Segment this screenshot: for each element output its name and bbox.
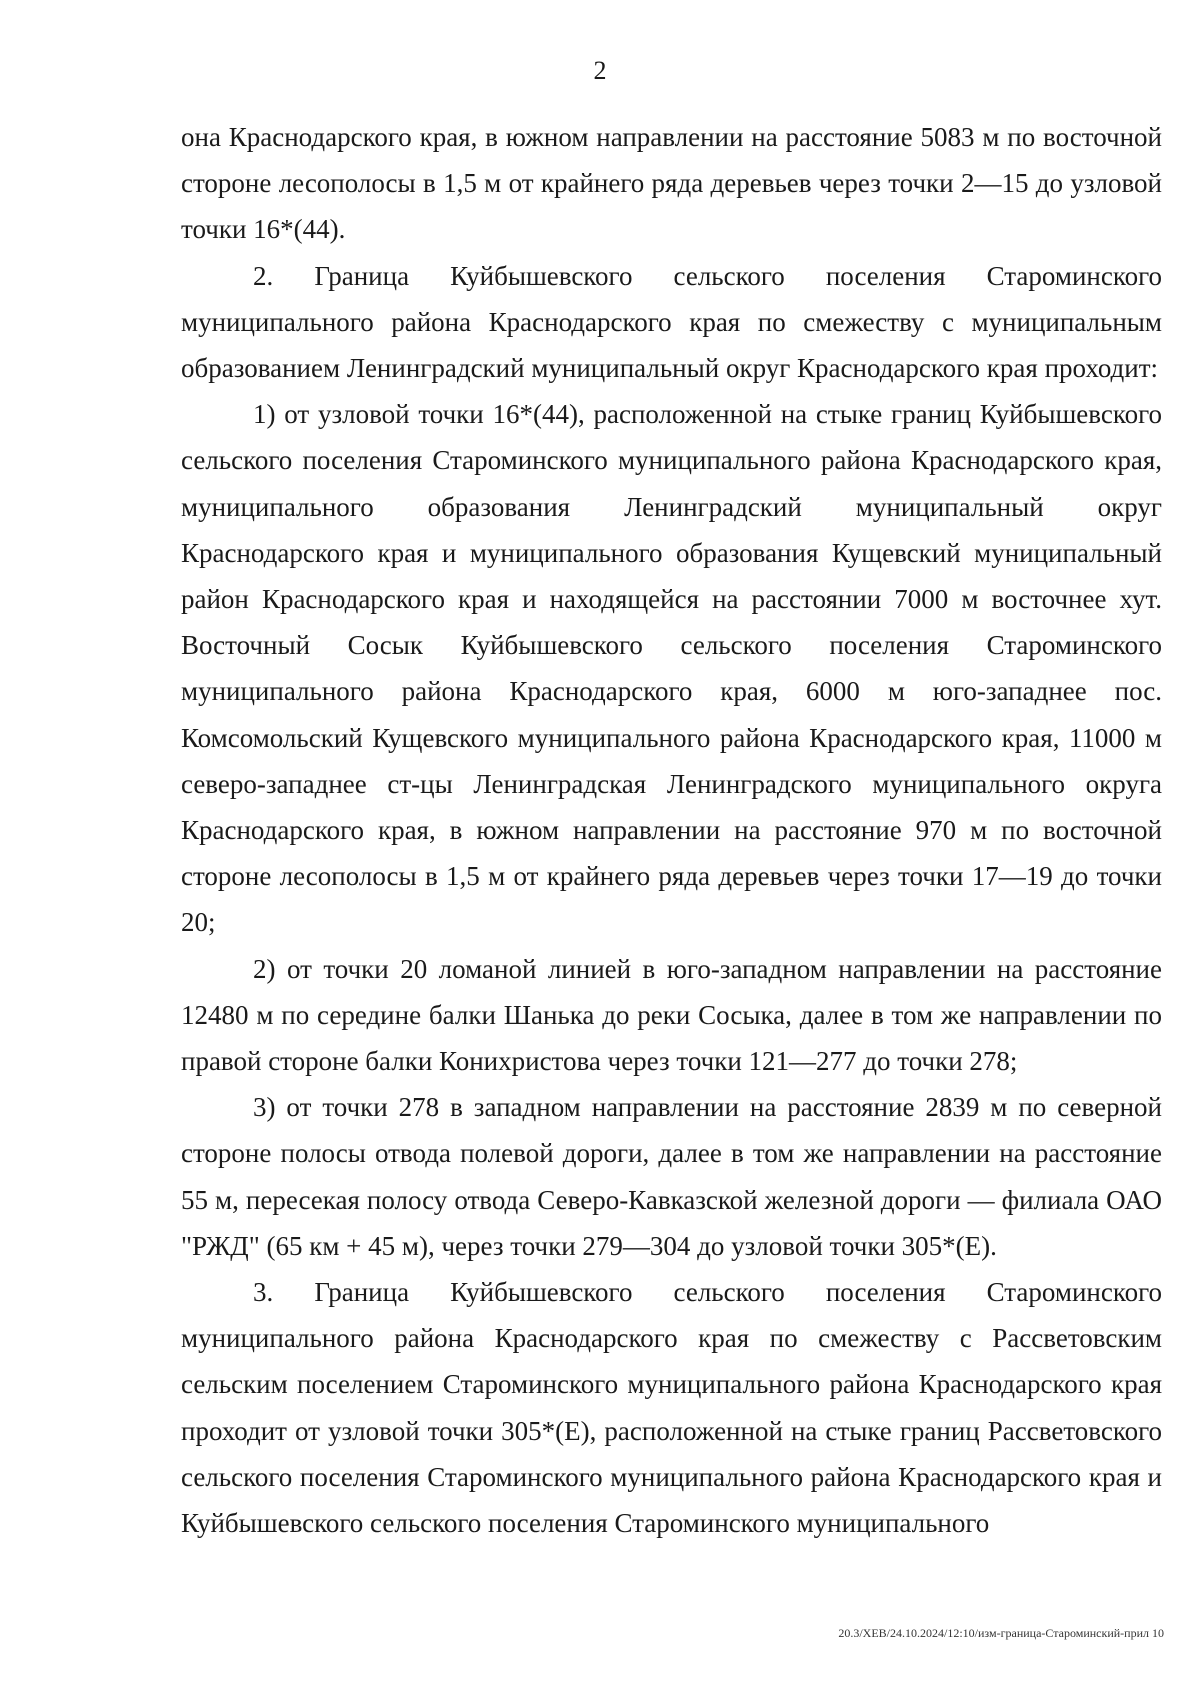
paragraph-continuation: она Краснодарского края, в южном направлении на расстояние 5083 м по восточной стороне лесополосы в 1,5 м от крайнего ряда деревьев через точки 2—15 до узловой точки 16*(44).: [181, 122, 1162, 245]
page-number: 2: [593, 56, 607, 85]
paragraph-item-1: 1) от узловой точки 16*(44), расположенной на стыке границ Куйбышевского сельского поселения Староминского муниципального района Краснодарского края, муниципального образования Ленинградский муниципальный округ Краснодарского края и муниципального образования Кущевский муниципальный район Краснодарского края и находящейся на расстоянии 7000 м восточнее хут. Восточный Сосык Куйбышевского сельского поселения Староминского муниципального района Краснодарского края, 6000 м юго-западнее пос. Комсомольский Кущевского муниципального района Краснодарского края, 11000 м северо-западнее ст-цы Ленинградская Ленинградского муниципального округа Краснодарского края, в южном направлении на расстояние 970 м по восточной стороне лесополосы в 1,5 м от крайнего ряда деревьев через точки 17—19 до точки 20;: [181, 399, 1162, 938]
document-footer-code: 20.3/ХЕВ/24.10.2024/12:10/изм-граница-Староминский-прил 10: [838, 1626, 1164, 1640]
paragraph-item-3: 3) от точки 278 в западном направлении на расстояние 2839 м по северной стороне полосы отвода полевой дороги, далее в том же направлении на расстояние 55 м, пересекая полосу отвода Северо-Кавказской железной дороги — филиала ОАО "РЖД" (65 км + 45 м), через точки 279—304 до узловой точки 305*(Е).: [181, 1092, 1162, 1261]
paragraph-section-3: 3. Граница Куйбышевского сельского поселения Староминского муниципального района Краснодарского края по смежеству с Рассветовским сельским поселением Староминского муниципального района Краснодарского края проходит от узловой точки 305*(Е), расположенной на стыке границ Рассветовского сельского поселения Староминского муниципального района Краснодарского края и Куйбышевского сельского поселения Староминского муниципального: [181, 1277, 1162, 1539]
document-body: [181, 114, 1162, 1546]
paragraph-section-2: 2. Граница Куйбышевского сельского поселения Староминского муниципального района Краснодарского края по смежеству с муниципальным образованием Ленинградский муниципальный округ Краснодарского края проходит:: [181, 260, 1162, 384]
paragraph-item-2: 2) от точки 20 ломаной линией в юго-западном направлении на расстояние 12480 м по середине балки Шанька до реки Сосыка, далее в том же направлении по правой стороне балки Конихристова через точки 121—277 до точки 278;: [181, 953, 1162, 1077]
